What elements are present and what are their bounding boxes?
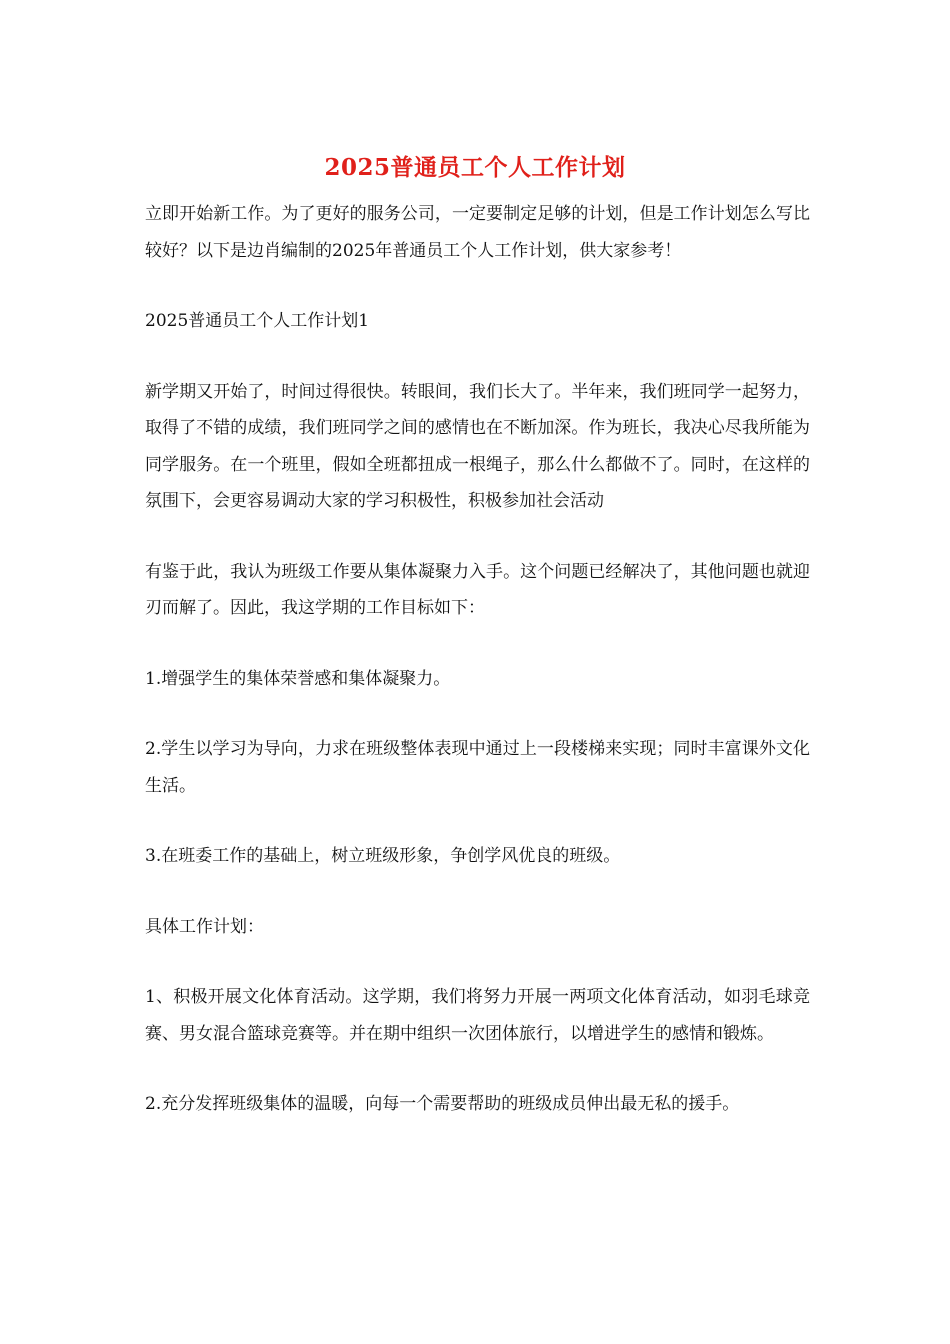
body-paragraph: 新学期又开始了，时间过得很快。转眼间，我们长大了。半年来，我们班同学一起努力，取得了不错的成绩，我们班同学之间的感情也在不断加深。作为班长，我决心尽我所能为同学服务。在一个班里，假如全班都扭成一根绳子，那么什么都做不了。同时，在这样的氛围下，会更容易调动大家的学习积极性，积极参加社会活动	[145, 381, 810, 511]
section-heading: 2025普通员工个人工作计划1	[145, 311, 370, 331]
plan-item: 1、积极开展文化体育活动。这学期，我们将努力开展一两项文化体育活动，如羽毛球竞赛、男女混合篮球竞赛等。并在期中组织一次团体旅行，以增进学生的感情和锻炼。	[145, 987, 810, 1044]
plan-item: 2.充分发挥班级集体的温暖，向每一个需要帮助的班级成员伸出最无私的援手。	[145, 1094, 740, 1114]
goal-item: 2.学生以学习为导向，力求在班级整体表现中通过上一段楼梯来实现；同时丰富课外文化生活。	[145, 739, 810, 796]
plan-heading: 具体工作计划：	[145, 916, 264, 937]
goal-item: 3.在班委工作的基础上，树立班级形象，争创学风优良的班级。	[145, 846, 621, 866]
document-body	[145, 196, 810, 1123]
document-title: 2025普通员工个人工作计划	[324, 154, 626, 181]
body-paragraph: 有鉴于此，我认为班级工作要从集体凝聚力入手。这个问题已经解决了，其他问题也就迎刃而解了。因此，我这学期的工作目标如下：	[145, 561, 810, 618]
intro-paragraph: 立即开始新工作。为了更好的服务公司，一定要制定足够的计划，但是工作计划怎么写比较好？以下是边肖编制的2025年普通员工个人工作计划，供大家参考！	[145, 204, 810, 261]
goal-item: 1.增强学生的集体荣誉感和集体凝聚力。	[145, 668, 451, 689]
